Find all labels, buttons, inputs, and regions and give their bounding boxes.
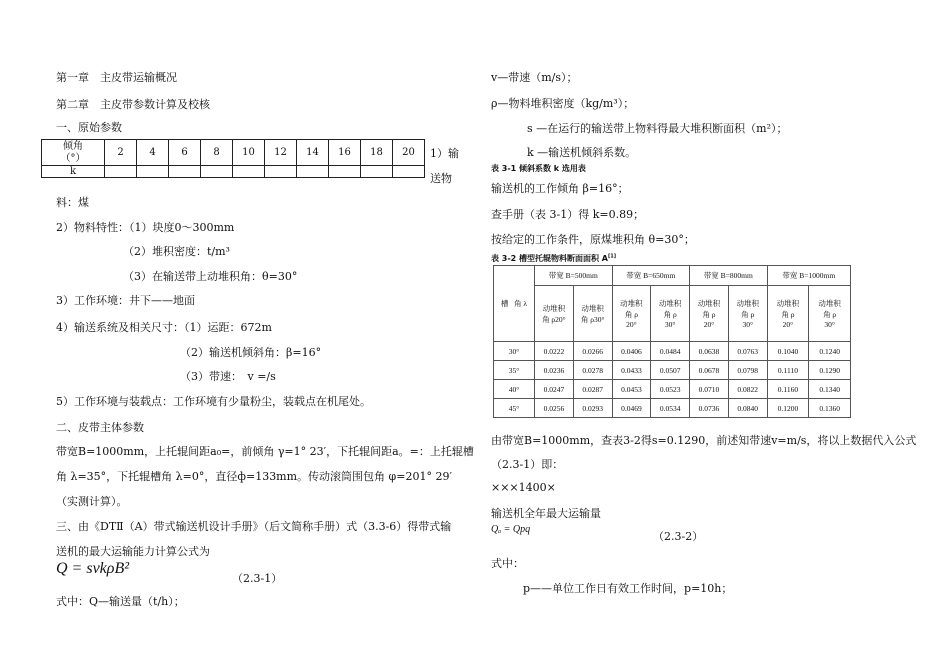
material-text: 料：煤	[56, 196, 89, 209]
def-k: k —输送机倾斜系数。	[527, 146, 637, 159]
angle-cell: 4	[137, 140, 169, 166]
angle-cell: 8	[201, 140, 233, 166]
def-v: v—带速（m/s）；	[491, 71, 578, 84]
sub-header: 动堆积 角 ρ30°	[573, 286, 612, 342]
equation-number-2: （2.3-2）	[653, 530, 704, 543]
sub-header: 动堆积 角 ρ 30°	[651, 286, 690, 342]
coal-repose-angle: 按给定的工作条件，原煤堆积角 θ=30°；	[491, 233, 695, 246]
sub-header: 动堆积 角 ρ 20°	[767, 286, 809, 342]
work-environment: 3）工作环境：井下——地面	[56, 294, 195, 307]
table-row: 35° 0.0236 0.0278 0.0433 0.0507 0.0678 0.0798 0.1110 0.1290	[494, 361, 851, 380]
table-row: 30° 0.0222 0.0266 0.0406 0.0484 0.0638 0.0763 0.1040 0.1240	[494, 342, 851, 361]
angle-cell: 18	[361, 140, 393, 166]
annual-formula: Qₐ = Qpq	[491, 524, 531, 535]
width-header-650: 带宽 B=650mm	[612, 266, 690, 286]
work-inclination: 输送机的工作倾角 β=16°；	[491, 182, 629, 195]
loading-point: 5）工作环境与装载点：工作环境有少量粉尘，装载点在机尾处。	[56, 395, 371, 408]
table-row: 45° 0.0256 0.0293 0.0469 0.0534 0.0736 0.0840 0.1200 0.1360	[494, 399, 851, 418]
sub-header: 动堆积 角 ρ 20°	[612, 286, 651, 342]
where-clause: 式中：Q—输送量（t/h）；	[56, 595, 185, 608]
angle-cell: 6	[169, 140, 201, 166]
calc-line-2: （2.3-1）即：	[491, 458, 564, 471]
belt-params-line-2: 角 λ=35°，下托辊槽角 λ=0°，直径ф=133mm。传动滚筒围包角 φ=201° 29′	[56, 470, 452, 483]
belt-params-line-3: （实测计算）。	[56, 495, 128, 508]
row-label-k: k	[42, 166, 105, 178]
chapter-2-heading: 第二章 主皮带参数计算及校核	[56, 98, 210, 111]
width-header-500: 带宽 B=500mm	[535, 266, 613, 286]
trough-area-table	[493, 265, 851, 418]
row-header: 槽 角 λ	[494, 266, 535, 342]
def-rho: ρ—物料堆积密度（kg/m³）；	[491, 97, 635, 110]
table-row: 40° 0.0247 0.0287 0.0453 0.0523 0.0710 0.0822 0.1160 0.1340	[494, 380, 851, 399]
material-properties: 2）物料特性：（1）块度0～300mm	[56, 221, 235, 234]
angle-cell: 10	[233, 140, 265, 166]
bulk-density: （2）堆积密度：t/m³	[123, 245, 230, 258]
angle-cell: 16	[329, 140, 361, 166]
annual-capacity: 输送机全年最大运输量	[491, 507, 601, 520]
def-s: s —在运行的输送带上物料得最大堆积断面积（m²）；	[527, 122, 788, 135]
capacity-formula: Q = svkρB²	[56, 560, 130, 577]
belt-speed: （3）带速： v =/s	[180, 370, 276, 383]
section-3-line-2: 送机的最大运输能力计算公式为	[56, 545, 210, 558]
chapter-1-heading: 第一章 主皮带运输概况	[56, 71, 177, 84]
sub-header: 动堆积 角 ρ 30°	[728, 286, 767, 342]
lookup-k: 查手册（表 3-1）得 k=0.89；	[491, 208, 645, 221]
section-belt-parameters: 二、皮带主体参数	[56, 421, 144, 434]
tilt-coefficient-input-table	[41, 139, 425, 178]
def-p: p——单位工作日有效工作时间，p=10h；	[523, 582, 733, 595]
angle-cell: 2	[105, 140, 137, 166]
angle-cell: 12	[265, 140, 297, 166]
where-clause-2: 式中：	[491, 557, 524, 570]
side-text-2: 送物	[430, 172, 452, 185]
calc-line-3: ×××1400×	[491, 481, 556, 494]
calc-line-1: 由带宽B=1000mm，查表3-2得s=0.1290，前述知带速v=m/s，将以上数据代入公式	[491, 434, 917, 447]
angle-cell: 20	[393, 140, 425, 166]
table-3-1-caption: 表 3-1 倾斜系数 k 选用表	[491, 164, 586, 173]
incline-angle: （2）输送机倾斜角：β=16°	[180, 346, 322, 359]
section-original-parameters: 一、原始参数	[56, 121, 122, 134]
table-header-angle: 倾角 （°）	[42, 140, 105, 166]
section-3-line-1: 三、由《DTⅡ（A）带式输送机设计手册》（后文简称手册）式（3.3-6）得带式输	[56, 520, 452, 533]
sub-header: 动堆积 角 ρ 30°	[809, 286, 851, 342]
equation-number-1: （2.3-1）	[232, 572, 283, 585]
angle-cell: 14	[297, 140, 329, 166]
system-dimensions: 4）输送系统及相关尺寸：（1）运距：672m	[56, 321, 272, 334]
side-text-1: 1）输	[430, 147, 459, 160]
width-header-800: 带宽 B=800mm	[690, 266, 768, 286]
belt-params-line-1: 带宽B=1000mm，上托辊间距a₀=，前倾角 γ=1° 23′，下托辊间距a。=：上托辊槽	[56, 445, 474, 458]
table-3-2-caption: 表 3-2 槽型托辊物料断面面积 A[1]	[491, 253, 617, 263]
sub-header: 动堆积 角 ρ20°	[535, 286, 574, 342]
sub-header: 动堆积 角 ρ 20°	[690, 286, 729, 342]
width-header-1000: 带宽 B=1000mm	[767, 266, 850, 286]
repose-angle: （3）在输送带上动堆积角：θ=30°	[123, 270, 298, 283]
